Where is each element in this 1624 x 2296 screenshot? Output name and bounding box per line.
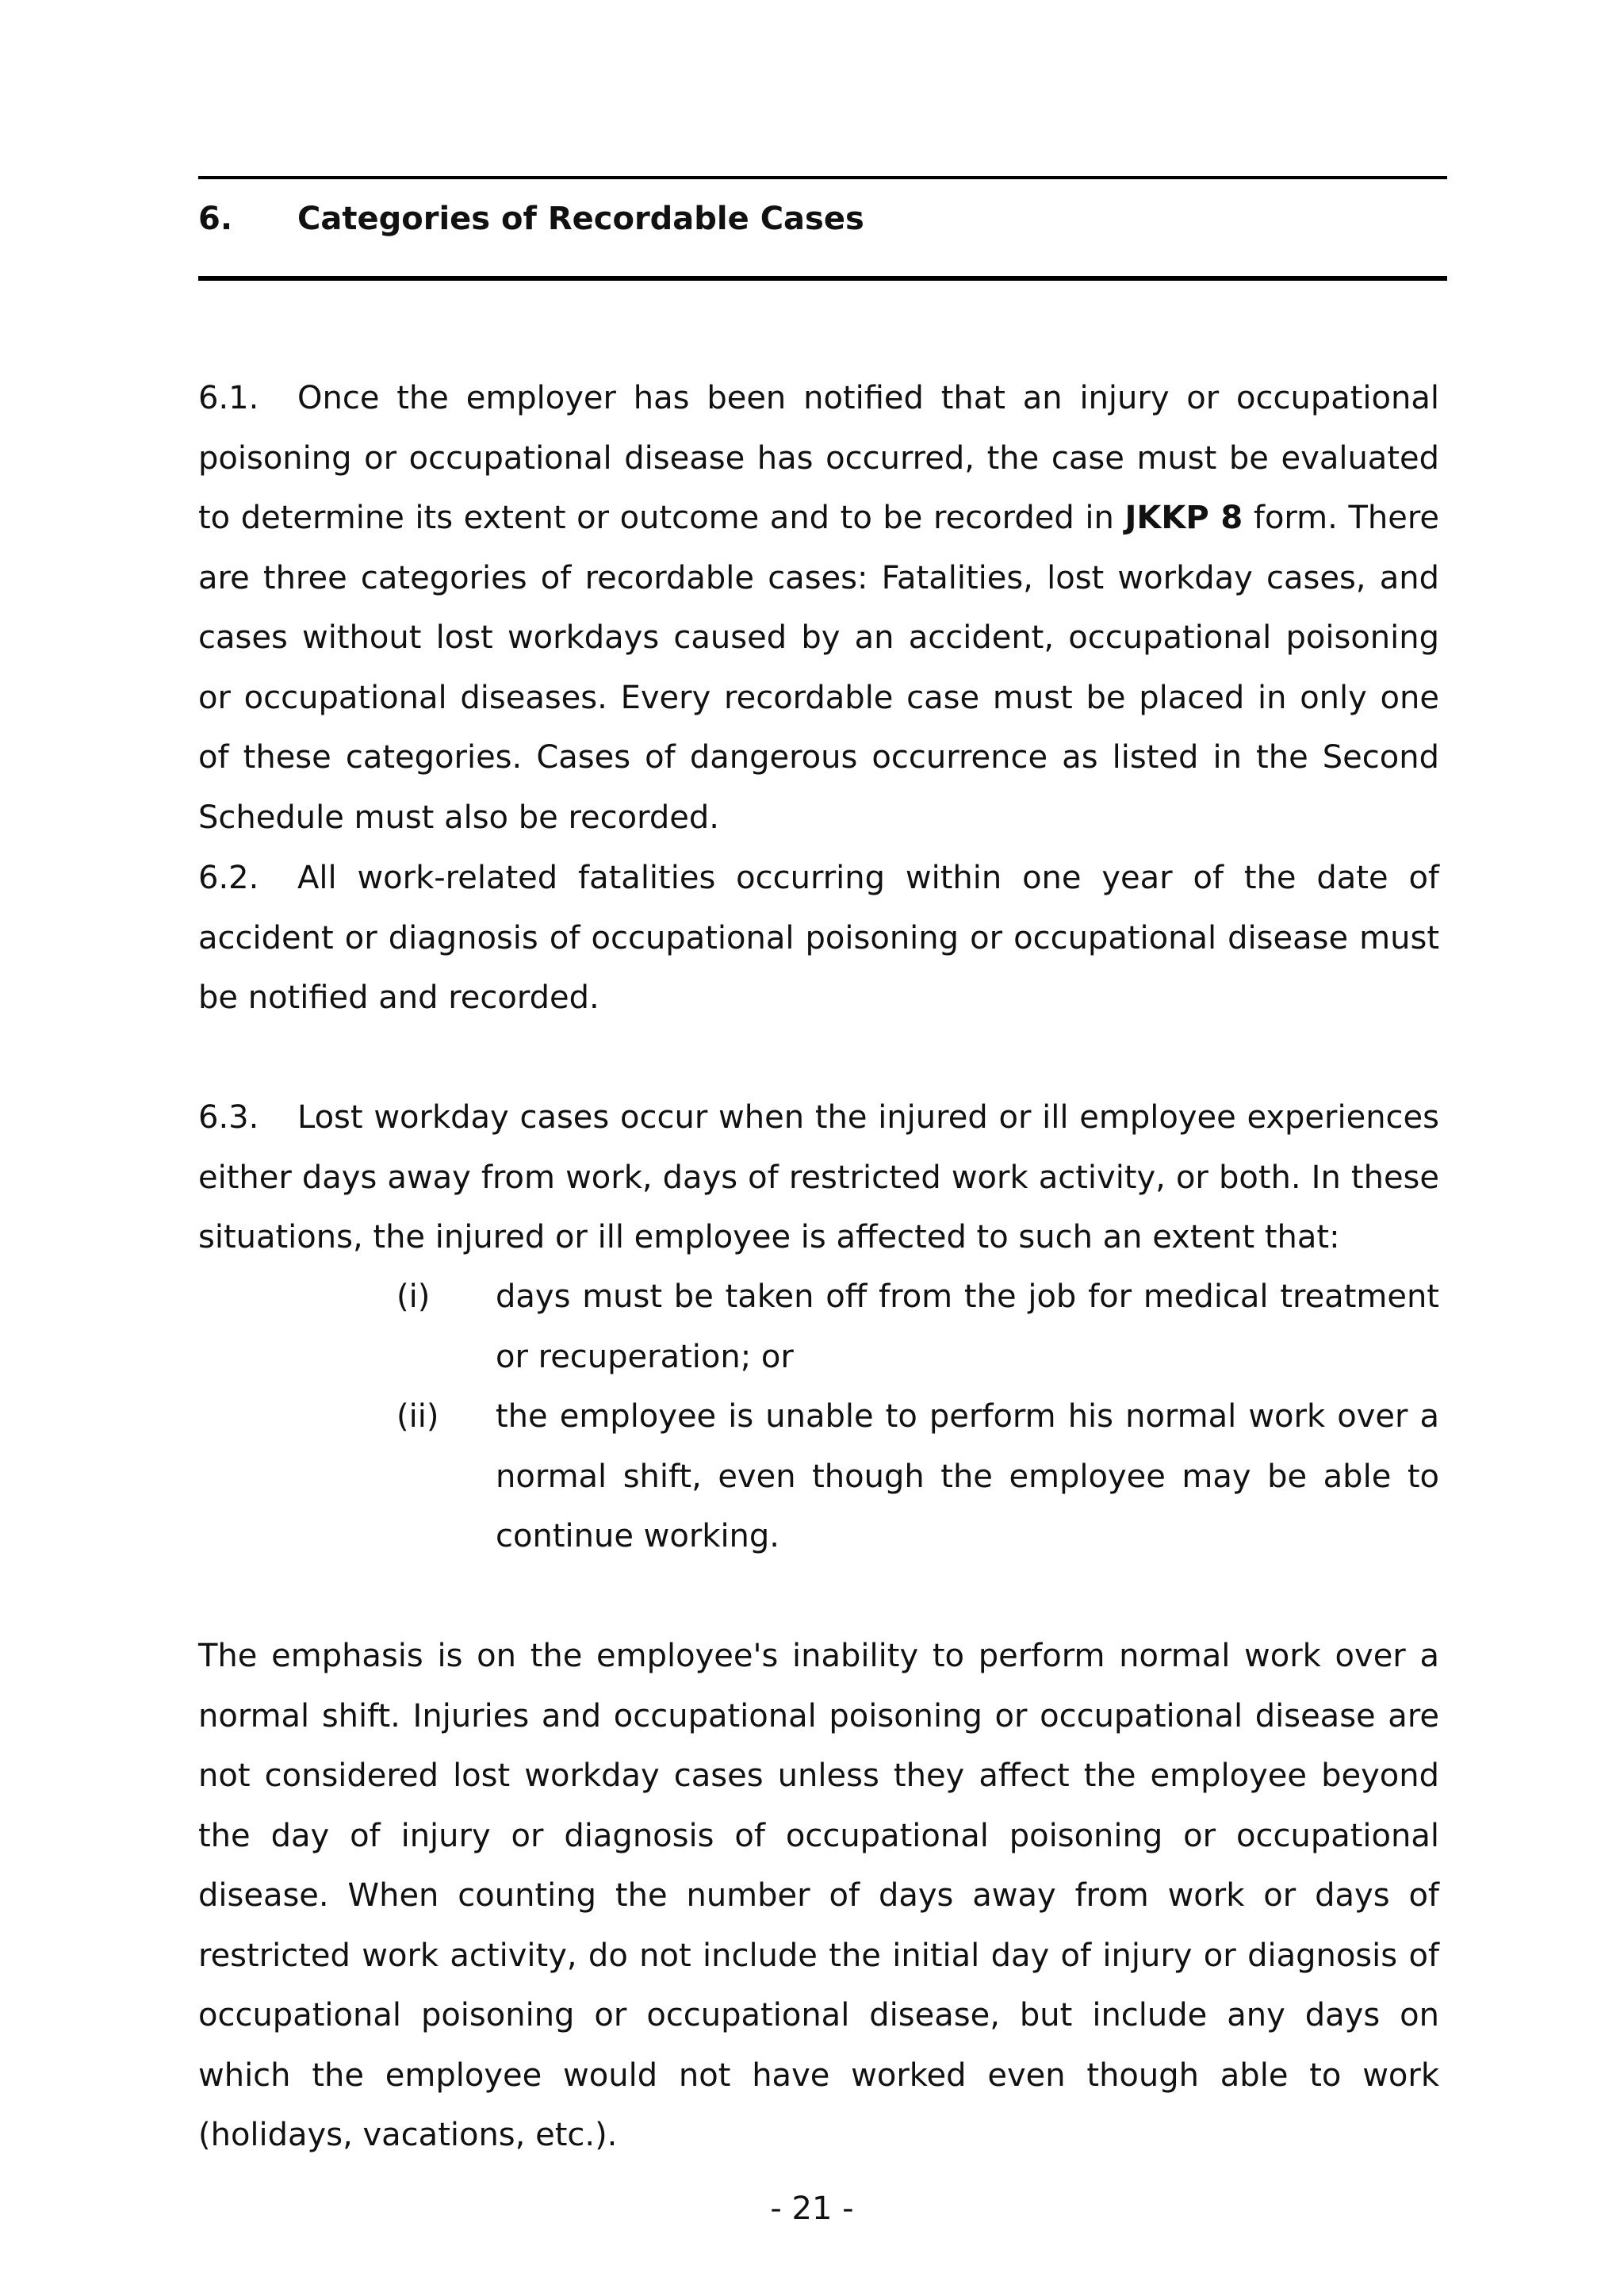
paragraph-number: 6.2.: [198, 860, 259, 896]
paragraph-text: All work-related fatalities occurring within one year of the date of accident or diagnosis of occupational poisoning or occupational disease must be notified and recorded.: [198, 860, 1439, 1016]
paragraph-text: Lost workday cases occur when the injured or ill employee experiences either days away from work, days of restricted work activity, or both. In these situations, the injured or ill employee is affected to such an extent that:: [198, 1099, 1439, 1255]
heading-bottom-rule: [198, 276, 1447, 281]
emphasis-paragraph: The emphasis is on the employee's inability to perform normal work over a normal shift. Injuries and occupational poisoning or occupational disease are not considered lost workday cases unless they affect the employee beyond the day of injury or diagnosis of occupational poisoning or occupational disease. When counting the number of days away from work or days of restricted work activity, do not include the initial day of injury or diagnosis of occupational poisoning or occupational disease, but include any days on which the employee would not have worked even though able to work (holidays, vacations, etc.).: [198, 1638, 1439, 2153]
sub-list-item-i: [396, 1267, 1439, 1387]
list-marker: (i): [396, 1278, 431, 1315]
paragraph-text: Once the employer has been notified that an injury or occupational poisoning or occupational disease has occurred, the case must be evaluated to determine its extent or outcome and to be recorded in: [198, 380, 1439, 536]
paragraph-6-3: [198, 1088, 1439, 1268]
paragraph-number: 6.1.: [198, 380, 259, 416]
section-heading: [198, 197, 864, 241]
section-number: 6.: [198, 201, 233, 237]
paragraph-text: form. There are three categories of recordable cases: Fatalities, lost workday cases, and cases without lost workdays caused by an accident, occupational poisoning or occupational diseases. Every recordable case must be placed in only one of these categories. Cases of dangerous occurrence as listed in the Second Schedule must also be recorded.: [198, 500, 1440, 836]
sub-list-item-ii: [396, 1387, 1439, 1567]
list-item-text: the employee is unable to perform his normal work over a normal shift, even though the employee may be able to continue working.: [496, 1398, 1439, 1554]
heading-top-rule: [198, 176, 1447, 179]
list-marker: (ii): [396, 1398, 439, 1435]
list-item-text: days must be taken off from the job for medical treatment or recuperation; or: [496, 1278, 1439, 1375]
paragraph-6-1: [198, 369, 1439, 848]
section-title: Categories of Recordable Cases: [297, 201, 864, 237]
list-item: [396, 1387, 1439, 1567]
paragraph-number: 6.3.: [198, 1099, 259, 1136]
page-number: - 21 -: [770, 2191, 854, 2227]
form-name: JKKP 8: [1124, 500, 1243, 536]
list-item: [396, 1267, 1439, 1387]
paragraph-6-2: [198, 849, 1439, 1029]
